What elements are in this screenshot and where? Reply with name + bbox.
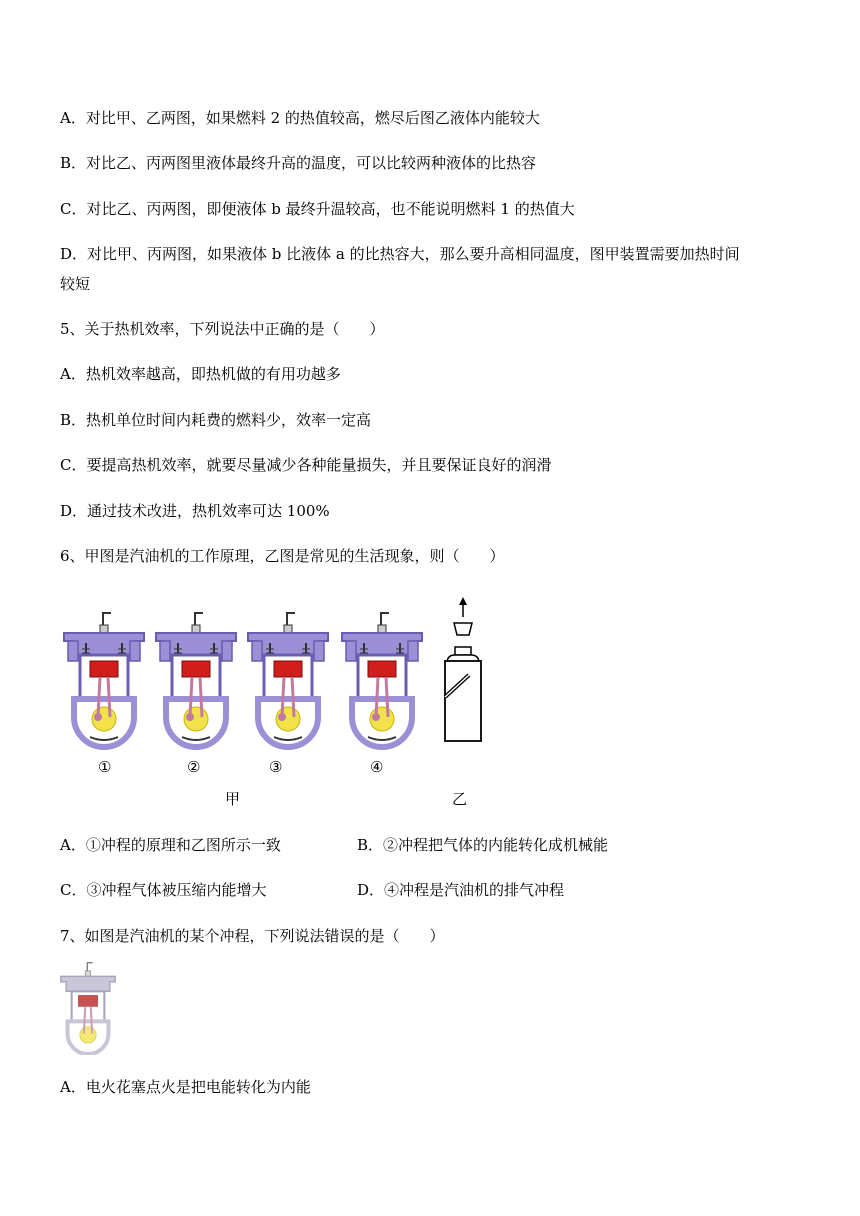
q6-option-d: D．④冲程是汽油机的排气冲程 [357,881,565,899]
stroke-label-4: ④ [370,758,384,776]
engine-stroke-4 [342,613,422,747]
q6-option-b: B．②冲程把气体的内能转化成机械能 [357,836,609,854]
figure-label-jia: 甲 [225,790,241,808]
q5-option-a: A．热机效率越高，即热机做的有用功越多 [60,365,341,383]
stroke-label-1: ① [98,758,112,776]
q5-option-d: D．通过技术改进，热机效率可达 100% [60,502,330,520]
q7-engine-figure [58,955,118,1055]
q4-option-c: C．对比乙、丙两图，即便液体 b 最终升温较高，也不能说明燃料 1 的热值大 [60,200,575,218]
stroke-label-2: ② [187,758,201,776]
engine-stroke-2 [156,613,236,747]
bottle-figure [435,595,495,745]
engine-stroke-3 [248,613,328,747]
engine-stroke-figures [60,605,440,755]
engine-stroke-1 [64,613,144,747]
q5-stem: 5、关于热机效率，下列说法中正确的是（ ） [60,320,385,338]
q4-option-d-line2: 较短 [60,275,91,293]
q4-option-a: A．对比甲、乙两图，如果燃料 2 的热值较高，燃尽后图乙液体内能较大 [60,109,540,127]
q6-option-a: A．①冲程的原理和乙图所示一致 [60,836,281,854]
q4-option-d-line1: D．对比甲、丙两图，如果液体 b 比液体 a 的比热容大，那么要升高相同温度，图甲装置需要加热时间 [60,245,740,263]
q4-option-b: B．对比乙、丙两图里液体最终升高的温度，可以比较两种液体的比热容 [60,154,537,172]
q5-option-b: B．热机单位时间内耗费的燃料少，效率一定高 [60,411,372,429]
q5-option-c: C．要提高热机效率，就要尽量减少各种能量损失，并且要保证良好的润滑 [60,456,552,474]
figure-label-yi: 乙 [452,790,468,808]
q7-stem: 7、如图是汽油机的某个冲程，下列说法错误的是（ ） [60,927,445,945]
q7-option-a: A．电火花塞点火是把电能转化为内能 [60,1078,311,1096]
q6-option-c: C．③冲程气体被压缩内能增大 [60,881,267,899]
stroke-label-3: ③ [269,758,283,776]
q6-stem: 6、甲图是汽油机的工作原理，乙图是常见的生活现象，则（ ） [60,547,505,565]
